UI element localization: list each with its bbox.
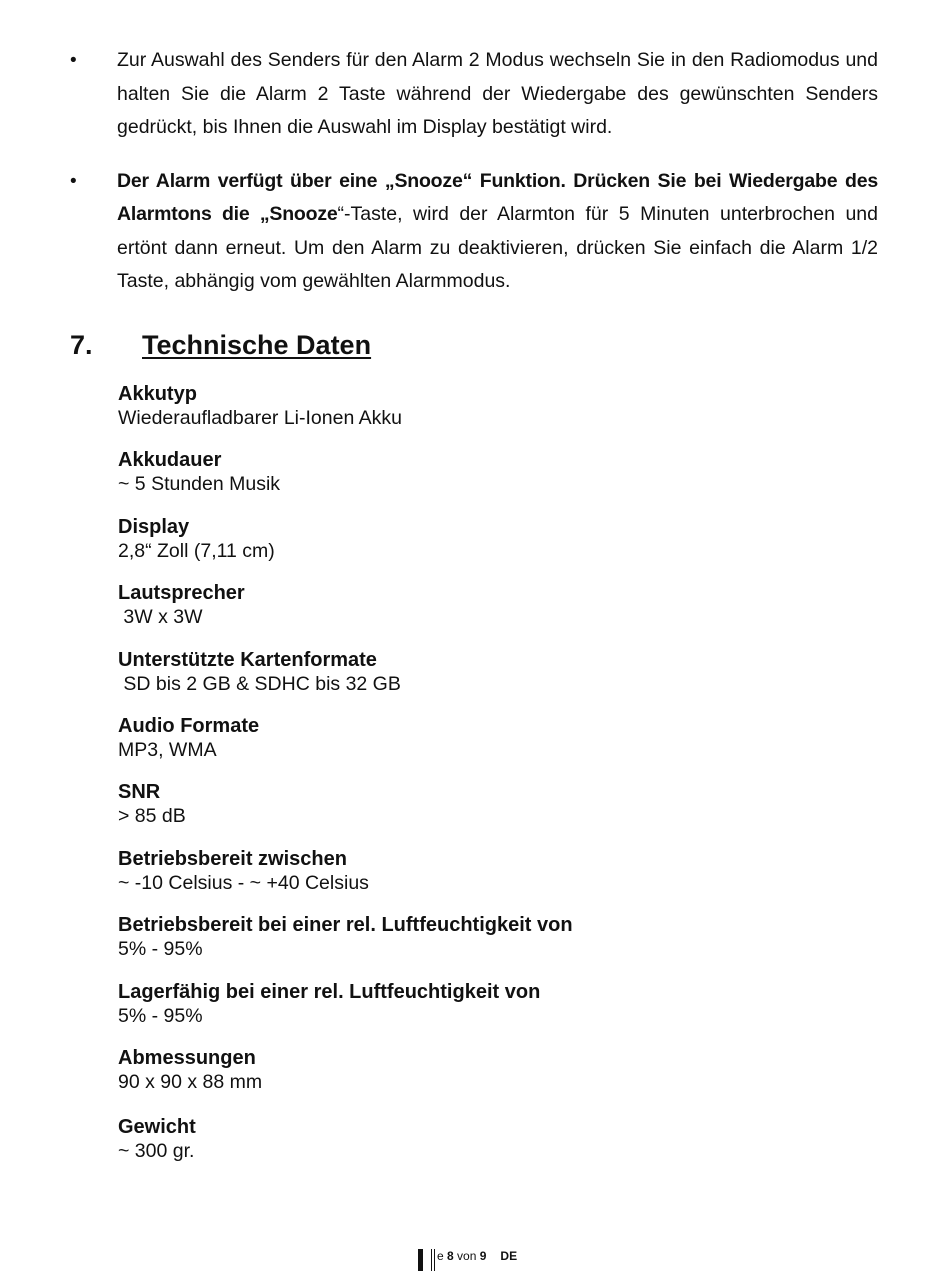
spec-label: Unterstützte Kartenformate xyxy=(118,648,377,671)
spec-value: 5% - 95% xyxy=(118,1004,203,1027)
spec-value: SD bis 2 GB & SDHC bis 32 GB xyxy=(118,672,401,695)
spec-label: Display xyxy=(118,515,190,538)
page-prefix: e xyxy=(437,1249,448,1263)
spec-label: Abmessungen xyxy=(118,1046,256,1069)
spec-item xyxy=(118,980,818,1046)
bullet-list xyxy=(70,44,878,319)
page-footer xyxy=(418,1248,517,1274)
spec-item xyxy=(118,1115,818,1181)
section-heading xyxy=(70,330,371,361)
spec-label: Lautsprecher xyxy=(118,582,245,605)
spec-value: Wiederaufladbarer Li-Ionen Akku xyxy=(118,407,402,429)
spec-value: 90 x 90 x 88 mm xyxy=(118,1070,263,1093)
spec-value: ~ -10 Celsius - ~ +40 Celsius xyxy=(118,871,369,894)
spec-label: SNR xyxy=(118,781,161,804)
section-title: Technische Daten xyxy=(142,330,372,360)
footer-bar-decoration xyxy=(418,1249,423,1271)
footer-bar-decoration xyxy=(431,1249,432,1271)
footer-bar-decoration xyxy=(434,1249,435,1271)
spec-list xyxy=(118,382,818,1181)
page-of: von xyxy=(453,1249,480,1263)
language-code: DE xyxy=(500,1249,518,1263)
bullet-bold-text: Der Alarm verfügt über eine „Snooze“ Funktion. Drücken Sie bei Wiedergabe des Alarmtons die „Snooze xyxy=(117,169,878,225)
spec-item xyxy=(118,382,818,448)
bullet-text xyxy=(117,170,878,293)
spec-label: Lagerfähig bei einer rel. Luftfeuchtigkeit von xyxy=(118,980,541,1003)
bullet-item xyxy=(70,44,878,145)
bullet-item xyxy=(70,165,878,299)
spec-label: Betriebsbereit zwischen xyxy=(118,847,347,870)
section-number: 7. xyxy=(70,330,93,360)
spec-label: Betriebsbereit bei einer rel. Luftfeuchtigkeit von xyxy=(118,914,573,937)
bullet-marker: • xyxy=(70,50,77,71)
spec-item xyxy=(118,714,818,780)
spec-value: 3W x 3W xyxy=(118,606,203,629)
page-number xyxy=(437,1249,486,1263)
page-total: 9 xyxy=(479,1249,487,1263)
spec-value: MP3, WMA xyxy=(118,738,217,761)
spec-label: Audio Formate xyxy=(118,714,260,737)
spec-item xyxy=(118,448,818,514)
spec-label: Akkutyp xyxy=(118,383,197,405)
spec-item xyxy=(118,1046,818,1115)
bullet-regular-text: “-Taste, wird der Alarmton für 5 Minuten unterbrochen und ertönt dann erneut. Um den Alarm zu deaktivieren, drücken Sie einfach die Alarm 1/2 Taste, abhängig vom gewählten Alarmmodus. xyxy=(117,203,878,292)
spec-item xyxy=(118,515,818,581)
page-current: 8 xyxy=(447,1249,454,1263)
spec-item xyxy=(118,780,818,846)
spec-value: 5% - 95% xyxy=(118,938,203,961)
spec-value: 2,8“ Zoll (7,11 cm) xyxy=(118,539,275,562)
spec-value: > 85 dB xyxy=(118,805,186,828)
spec-item xyxy=(118,648,818,714)
bullet-marker: • xyxy=(70,170,77,192)
spec-value: ~ 300 gr. xyxy=(118,1139,195,1162)
spec-item xyxy=(118,581,818,647)
spec-label: Gewicht xyxy=(118,1115,196,1138)
spec-item xyxy=(118,913,818,979)
spec-item xyxy=(118,847,818,913)
spec-label: Akkudauer xyxy=(118,449,222,472)
bullet-text: Zur Auswahl des Senders für den Alarm 2 Modus wechseln Sie in den Radiomodus und halten Sie die Alarm 2 Taste während der Wiedergabe des gewünschten Senders gedrückt, bis Ihnen die Auswahl im Display bestätigt wird. xyxy=(117,49,878,138)
spec-value: ~ 5 Stunden Musik xyxy=(118,473,281,496)
